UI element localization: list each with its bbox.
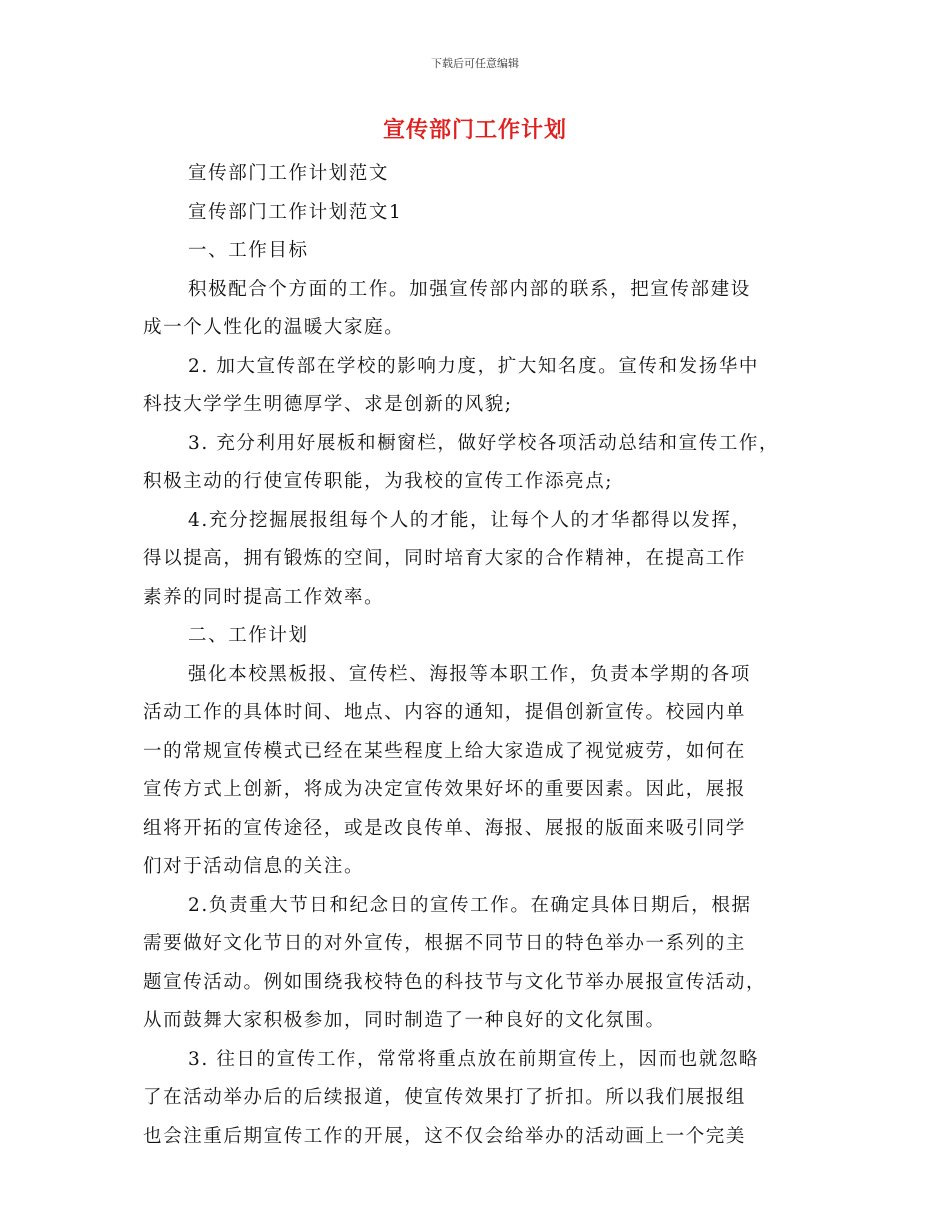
- paragraph: [143, 502, 815, 618]
- paragraph-line: 积极主动的行使宣传职能，为我校的宣传工作添亮点;: [143, 471, 614, 492]
- paragraph-line: 4.充分挖掘展报组每个人的才能，让每个人的才华都得以发挥，: [188, 509, 752, 531]
- paragraph-line: 成一个人性化的温暖大家庭。: [143, 317, 405, 338]
- paragraph-line: 素养的同时提高工作效率。: [143, 586, 385, 608]
- paragraph-line: 宣传部门工作计划范文: [188, 163, 390, 184]
- paragraph-line: 题宣传活动。例如围绕我校特色的科技节与文化节举办展报宣传活动，: [143, 971, 767, 993]
- paragraph-line: 一的常规宣传模式已经在某些程度上给大家造成了视觉疲劳，如何在: [143, 740, 747, 762]
- document-title: 宣传部门工作计划: [382, 117, 567, 143]
- paragraph: [143, 887, 815, 1041]
- paragraph: [143, 656, 815, 887]
- paragraph-line: 3. 充分利用好展板和橱窗栏，做好学校各项活动总结和宣传工作，: [188, 432, 780, 454]
- paragraph-line: 从而鼓舞大家积极参加，同时制造了一种良好的文化氛围。: [143, 1010, 666, 1031]
- paragraph-line: 需要做好文化节日的对外宣传，根据不同节日的特色举办一系列的主: [143, 933, 747, 954]
- paragraph-line: 积极配合个方面的工作。加强宣传部内部的联系，把宣传部建设: [188, 278, 751, 300]
- paragraph-line: 宣传部门工作计划范文1: [188, 201, 403, 223]
- document-body: [143, 155, 815, 1156]
- paragraph-line: 组将开拓的宣传途径，或是改良传单、海报、展报的版面来吸引同学: [143, 817, 747, 839]
- paragraph-line: 一、工作目标: [188, 240, 309, 261]
- paragraph: [143, 1041, 815, 1157]
- paragraph: [143, 232, 815, 271]
- header-note: 下载后可任意编辑: [431, 57, 519, 70]
- paragraph-line: 也会注重后期宣传工作的开展，这不仅会给举办的活动画上一个完美: [143, 1125, 747, 1147]
- paragraph-line: 宣传方式上创新，将成为决定宣传效果好坏的重要因素。因此，展报: [143, 779, 747, 800]
- paragraph: [143, 617, 815, 656]
- paragraph: [143, 194, 815, 233]
- paragraph-line: 2.负责重大节日和纪念日的宣传工作。在确定具体日期后，根据: [188, 894, 752, 916]
- paragraph: [143, 155, 815, 194]
- paragraph: [143, 271, 815, 348]
- paragraph: [143, 348, 815, 425]
- paragraph-line: 二、工作计划: [188, 625, 309, 646]
- paragraph-line: 强化本校黑板报、宣传栏、海报等本职工作，负责本学期的各项: [188, 663, 751, 685]
- paragraph-line: 3. 往日的宣传工作，常常将重点放在前期宣传上，因而也就忽略: [188, 1048, 760, 1070]
- paragraph-line: 得以提高，拥有锻炼的空间，同时培育大家的合作精神，在提高工作: [143, 548, 747, 569]
- paragraph-line: 了在活动举办后的后续报道，使宣传效果打了折扣。所以我们展报组: [143, 1087, 747, 1108]
- paragraph-line: 活动工作的具体时间、地点、内容的通知，提倡创新宣传。校园内单: [143, 702, 747, 723]
- paragraph-line: 们对于活动信息的关注。: [143, 856, 365, 877]
- paragraph: [143, 425, 815, 502]
- paragraph-line: 科技大学学生明德厚学、求是创新的风貌;: [143, 394, 513, 415]
- paragraph-line: 2. 加大宣传部在学校的影响力度，扩大知名度。宣传和发扬华中: [188, 355, 760, 377]
